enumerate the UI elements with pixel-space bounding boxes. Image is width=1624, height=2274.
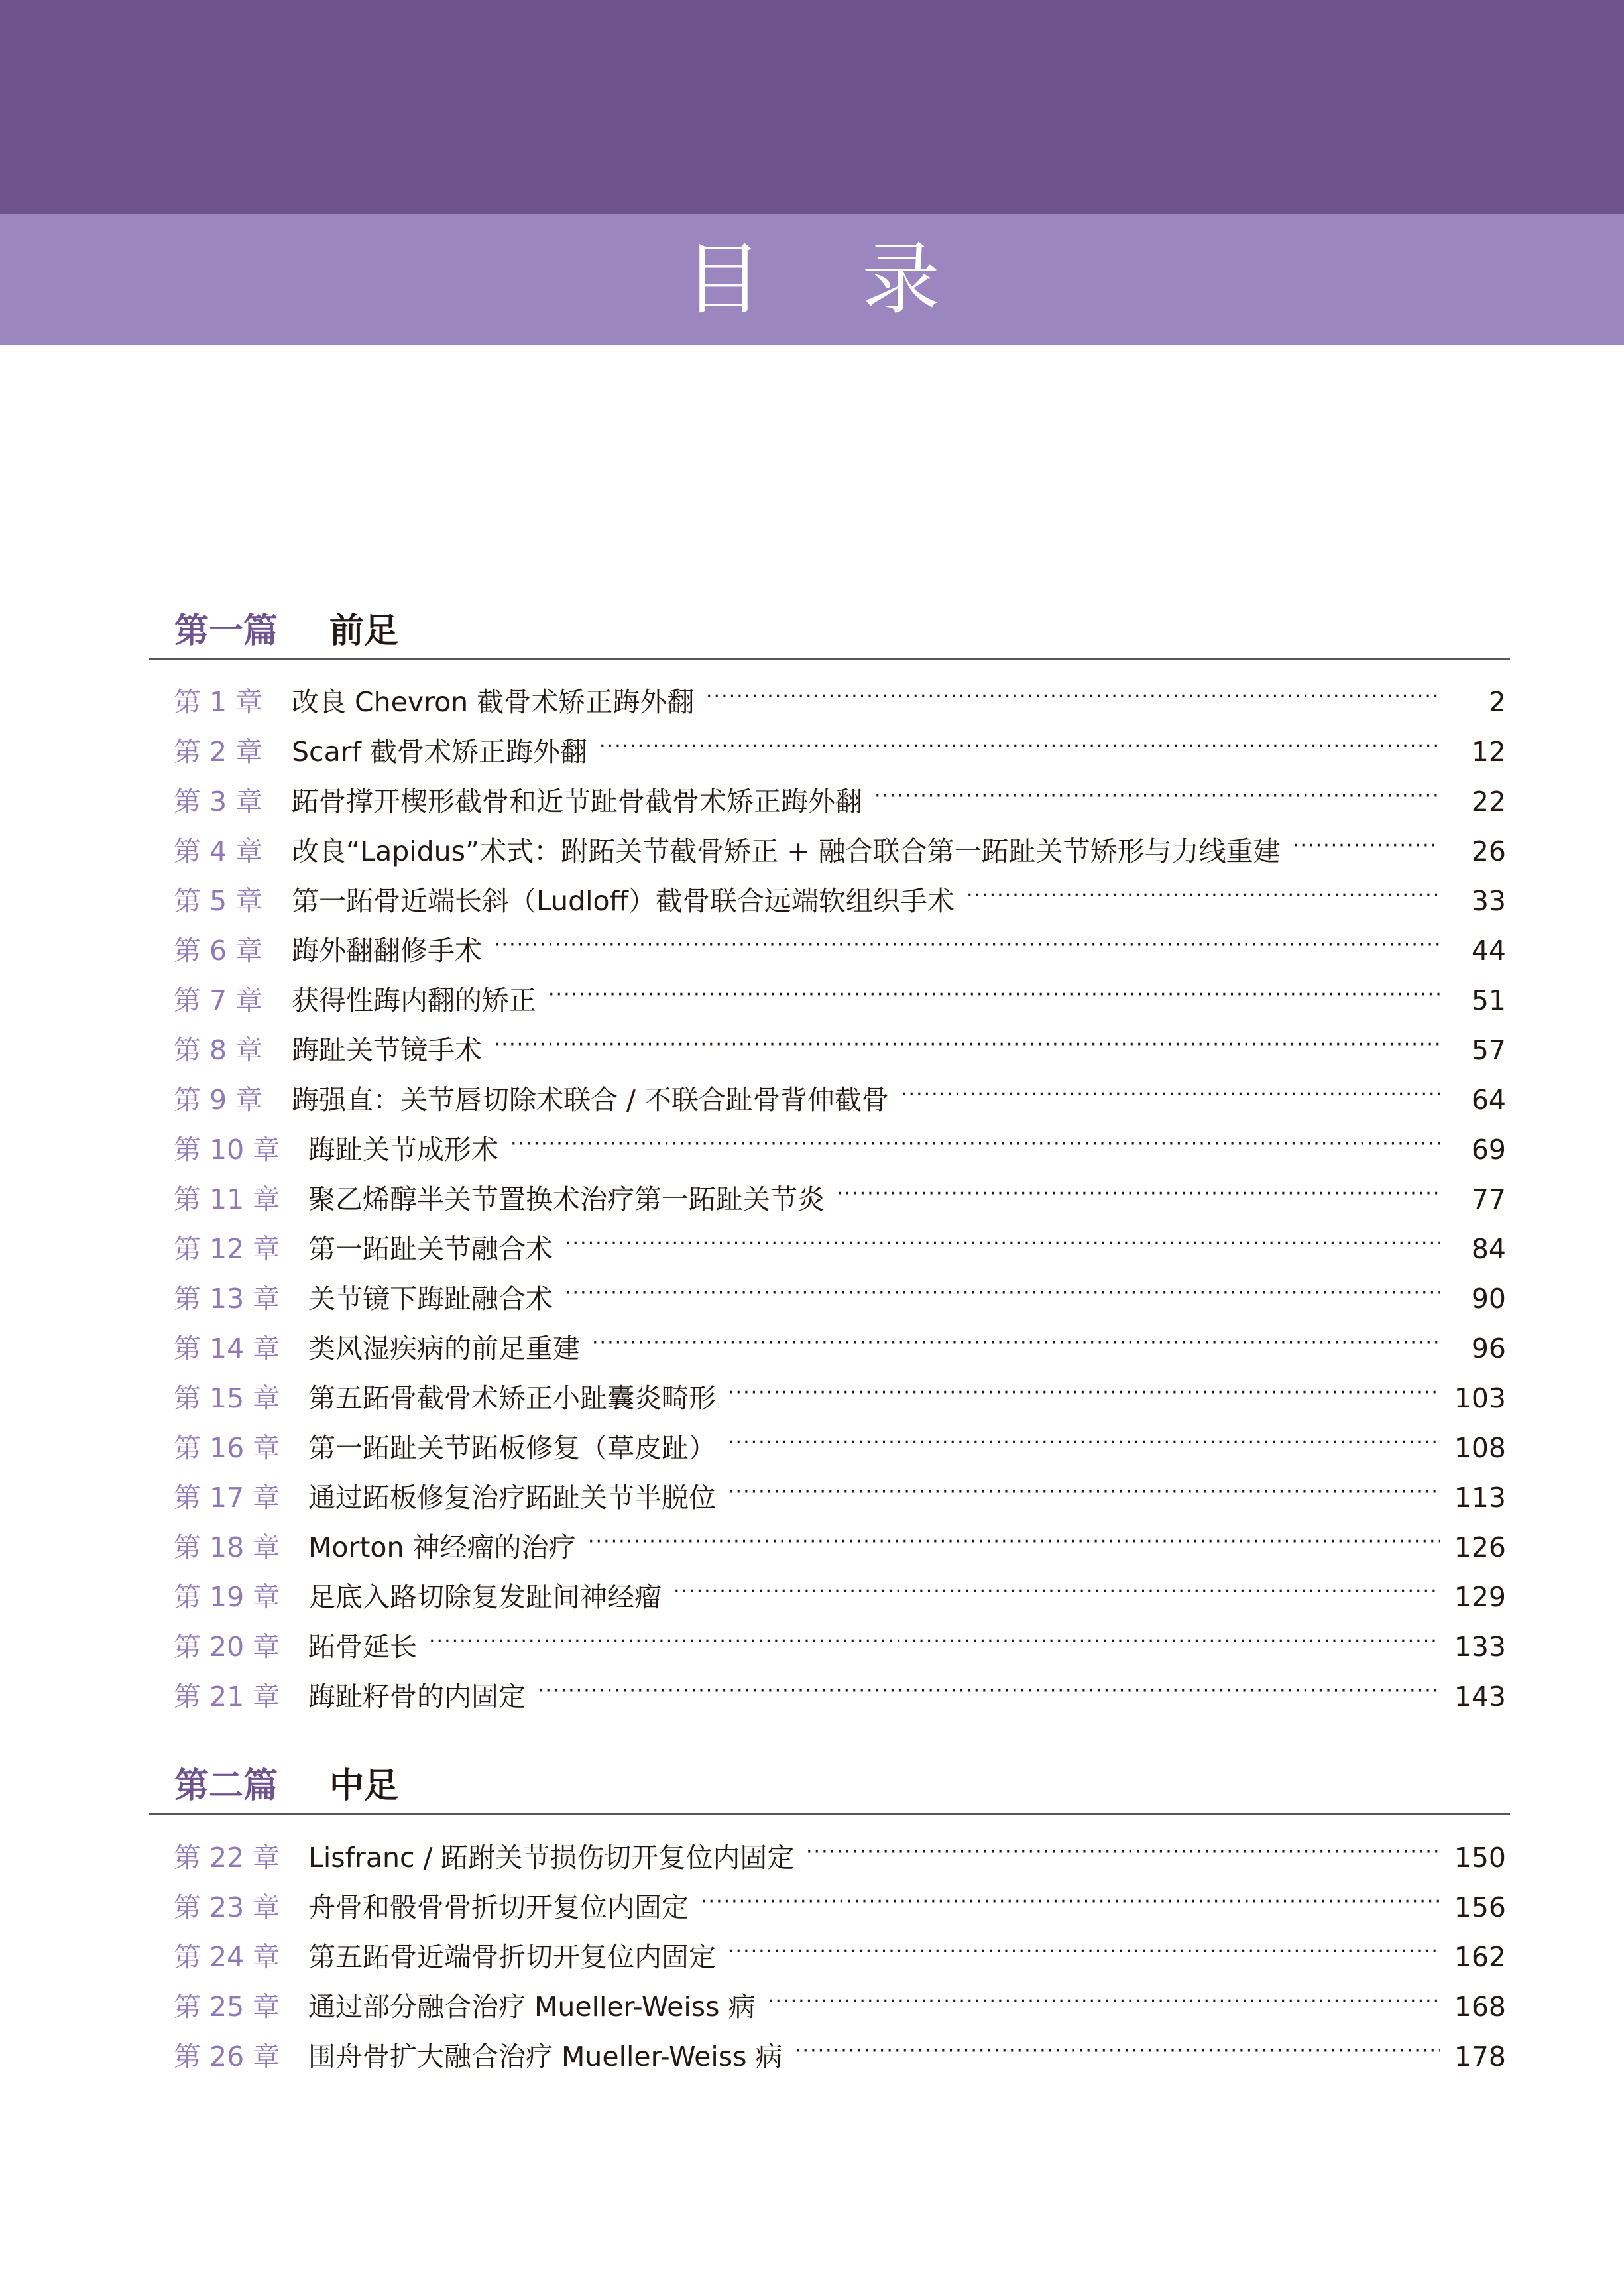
chapter-number: 第 24 章 bbox=[174, 1941, 280, 1973]
toc-entry[interactable] bbox=[174, 982, 1506, 1019]
chapter-number: 第 8 章 bbox=[174, 1034, 263, 1066]
toc-entry[interactable] bbox=[174, 1889, 1506, 1926]
dot-leader bbox=[510, 1126, 1440, 1163]
chapter-title: Scarf 截骨术矫正踇外翻 bbox=[292, 736, 588, 768]
toc-entry[interactable] bbox=[174, 833, 1506, 870]
chapter-title: Morton 神经瘤的治疗 bbox=[308, 1531, 576, 1563]
chapter-number: 第 20 章 bbox=[174, 1631, 280, 1663]
toc-entry[interactable] bbox=[174, 1479, 1506, 1516]
page-number: 113 bbox=[1454, 1482, 1506, 1514]
chapter-title: 踇趾关节成形术 bbox=[308, 1134, 498, 1166]
toc-entry[interactable] bbox=[174, 1230, 1506, 1268]
toc-entry[interactable] bbox=[174, 1529, 1506, 1566]
page-number: 90 bbox=[1471, 1283, 1506, 1315]
page-number: 77 bbox=[1471, 1183, 1506, 1215]
toc-entry[interactable] bbox=[174, 1678, 1506, 1715]
toc-entry[interactable] bbox=[174, 1839, 1506, 1876]
page-number: 69 bbox=[1471, 1134, 1506, 1166]
dot-leader bbox=[592, 1325, 1440, 1362]
toc-entry[interactable] bbox=[174, 932, 1506, 969]
chapter-number: 第 10 章 bbox=[174, 1134, 280, 1166]
chapter-title: 踇趾关节镜手术 bbox=[292, 1034, 482, 1066]
toc-entry[interactable] bbox=[174, 733, 1506, 770]
dot-leader bbox=[806, 1834, 1440, 1871]
dot-leader bbox=[494, 927, 1440, 964]
chapter-title: 第一跖骨近端长斜（Ludloff）截骨联合远端软组织手术 bbox=[292, 885, 955, 917]
chapter-number: 第 19 章 bbox=[174, 1581, 280, 1613]
toc-entry[interactable] bbox=[174, 1181, 1506, 1218]
dot-leader bbox=[538, 1673, 1440, 1710]
dot-leader bbox=[728, 1424, 1440, 1461]
page-number: 12 bbox=[1471, 736, 1506, 768]
chapter-title: 踇外翻翻修手术 bbox=[292, 935, 482, 967]
chapter-number: 第 12 章 bbox=[174, 1233, 280, 1265]
chapter-title: 第五跖骨截骨术矫正小趾囊炎畸形 bbox=[308, 1382, 716, 1414]
chapter-title: 第一跖趾关节融合术 bbox=[308, 1233, 553, 1265]
page-number: 33 bbox=[1471, 885, 1506, 917]
chapter-number: 第 14 章 bbox=[174, 1333, 280, 1364]
chapter-number: 第 11 章 bbox=[174, 1183, 280, 1215]
toc-entry[interactable] bbox=[174, 1280, 1506, 1317]
chapter-title: 关节镜下踇趾融合术 bbox=[308, 1283, 553, 1315]
chapter-title: 获得性踇内翻的矫正 bbox=[292, 985, 536, 1016]
chapter-number: 第 21 章 bbox=[174, 1681, 280, 1712]
dot-leader bbox=[768, 1983, 1440, 2020]
dot-leader bbox=[706, 678, 1440, 715]
chapter-title: 第一跖趾关节跖板修复（草皮趾） bbox=[308, 1432, 716, 1464]
chapter-number: 第 5 章 bbox=[174, 885, 263, 917]
chapter-title: 聚乙烯醇半关节置换术治疗第一跖趾关节炎 bbox=[308, 1183, 825, 1215]
chapter-number: 第 6 章 bbox=[174, 935, 263, 967]
toc-entry[interactable] bbox=[174, 1032, 1506, 1069]
dot-leader bbox=[599, 728, 1440, 765]
part-heading bbox=[149, 597, 1510, 660]
dot-leader bbox=[874, 778, 1440, 815]
part-name: 前足 bbox=[329, 611, 399, 651]
part-number: 第二篇 bbox=[174, 1766, 278, 1806]
page-number: 103 bbox=[1454, 1382, 1506, 1414]
chapter-title: 舟骨和骰骨骨折切开复位内固定 bbox=[308, 1891, 689, 1923]
chapter-title: 跖骨延长 bbox=[308, 1631, 417, 1663]
chapter-number: 第 17 章 bbox=[174, 1482, 280, 1514]
dot-leader bbox=[728, 1374, 1440, 1411]
dot-leader bbox=[795, 2033, 1440, 2070]
dot-leader bbox=[588, 1524, 1440, 1561]
page-number: 162 bbox=[1454, 1941, 1506, 1973]
dot-leader bbox=[673, 1573, 1440, 1610]
dot-leader bbox=[494, 1026, 1440, 1063]
part-number: 第一篇 bbox=[174, 611, 278, 651]
dot-leader bbox=[701, 1884, 1440, 1921]
toc-entry[interactable] bbox=[174, 1939, 1506, 1976]
toc-entry[interactable] bbox=[174, 882, 1506, 920]
chapter-number: 第 3 章 bbox=[174, 786, 263, 817]
dot-leader bbox=[966, 877, 1440, 914]
page-number: 143 bbox=[1454, 1681, 1506, 1712]
chapter-number: 第 4 章 bbox=[174, 835, 263, 867]
page-number: 57 bbox=[1471, 1034, 1506, 1066]
page-number: 26 bbox=[1471, 835, 1506, 867]
toc-entry[interactable] bbox=[174, 1628, 1506, 1665]
chapter-title: 踇强直：关节唇切除术联合 / 不联合趾骨背伸截骨 bbox=[292, 1084, 889, 1116]
chapter-number: 第 22 章 bbox=[174, 1842, 280, 1874]
chapter-title: 通过部分融合治疗 Mueller-Weiss 病 bbox=[308, 1991, 756, 2023]
chapter-title: 改良 Chevron 截骨术矫正踇外翻 bbox=[292, 686, 695, 718]
toc-entry[interactable] bbox=[174, 1429, 1506, 1466]
toc-entry[interactable] bbox=[174, 1380, 1506, 1417]
chapter-number: 第 18 章 bbox=[174, 1531, 280, 1563]
dot-leader bbox=[548, 977, 1440, 1014]
part-name: 中足 bbox=[329, 1766, 399, 1806]
dot-leader bbox=[901, 1076, 1440, 1113]
toc-entry[interactable] bbox=[174, 1081, 1506, 1118]
chapter-number: 第 15 章 bbox=[174, 1382, 280, 1414]
page-number: 84 bbox=[1471, 1233, 1506, 1265]
dot-leader bbox=[837, 1175, 1440, 1213]
toc-entry[interactable] bbox=[174, 1579, 1506, 1616]
chapter-number: 第 2 章 bbox=[174, 736, 263, 768]
chapter-number: 第 25 章 bbox=[174, 1991, 280, 2023]
toc-entry[interactable] bbox=[174, 783, 1506, 820]
toc-entry[interactable] bbox=[174, 684, 1506, 721]
page-number: 126 bbox=[1454, 1531, 1506, 1563]
chapter-number: 第 16 章 bbox=[174, 1432, 280, 1464]
dot-leader bbox=[728, 1474, 1440, 1511]
page-number: 22 bbox=[1471, 786, 1506, 817]
toc-entry[interactable] bbox=[174, 1131, 1506, 1168]
dot-leader bbox=[565, 1225, 1440, 1262]
chapter-title: 改良“Lapidus”术式：跗跖关节截骨矫正 + 融合联合第一跖趾关节矫形与力线重建 bbox=[292, 835, 1281, 867]
page-number: 129 bbox=[1454, 1581, 1506, 1613]
page-number: 168 bbox=[1454, 1991, 1506, 2023]
part-heading bbox=[149, 1752, 1510, 1815]
chapter-title: 跖骨撑开楔形截骨和近节趾骨截骨术矫正踇外翻 bbox=[292, 786, 862, 817]
toc-entry[interactable] bbox=[174, 1330, 1506, 1367]
chapter-number: 第 23 章 bbox=[174, 1891, 280, 1923]
chapter-number: 第 26 章 bbox=[174, 2041, 280, 2072]
chapter-title: 通过跖板修复治疗跖趾关节半脱位 bbox=[308, 1482, 716, 1514]
page-number: 64 bbox=[1471, 1084, 1506, 1116]
page-number: 44 bbox=[1471, 935, 1506, 967]
dot-leader bbox=[565, 1275, 1440, 1312]
chapter-number: 第 7 章 bbox=[174, 985, 263, 1016]
page-number: 108 bbox=[1454, 1432, 1506, 1464]
page-number: 96 bbox=[1471, 1333, 1506, 1364]
page-number: 133 bbox=[1454, 1631, 1506, 1663]
page-number: 178 bbox=[1454, 2041, 1506, 2072]
page-number: 51 bbox=[1471, 985, 1506, 1016]
page-title: 目录 bbox=[683, 233, 1039, 325]
chapter-title: 类风湿疾病的前足重建 bbox=[308, 1333, 580, 1364]
chapter-title: Lisfranc / 跖跗关节损伤切开复位内固定 bbox=[308, 1842, 795, 1874]
dot-leader bbox=[429, 1623, 1440, 1660]
page-number: 156 bbox=[1454, 1891, 1506, 1923]
chapter-title: 踇趾籽骨的内固定 bbox=[308, 1681, 526, 1712]
page-number: 2 bbox=[1488, 686, 1506, 718]
dot-leader bbox=[1293, 827, 1440, 865]
toc-entry[interactable] bbox=[174, 1988, 1506, 2025]
toc-entry[interactable] bbox=[174, 2038, 1506, 2075]
chapter-title: 第五跖骨近端骨折切开复位内固定 bbox=[308, 1941, 716, 1973]
chapter-title: 足底入路切除复发趾间神经瘤 bbox=[308, 1581, 662, 1613]
chapter-number: 第 1 章 bbox=[174, 686, 263, 718]
dot-leader bbox=[728, 1933, 1440, 1970]
chapter-title: 围舟骨扩大融合治疗 Mueller-Weiss 病 bbox=[308, 2041, 783, 2072]
chapter-number: 第 13 章 bbox=[174, 1283, 280, 1315]
chapter-number: 第 9 章 bbox=[174, 1084, 263, 1116]
page-number: 150 bbox=[1454, 1842, 1506, 1874]
